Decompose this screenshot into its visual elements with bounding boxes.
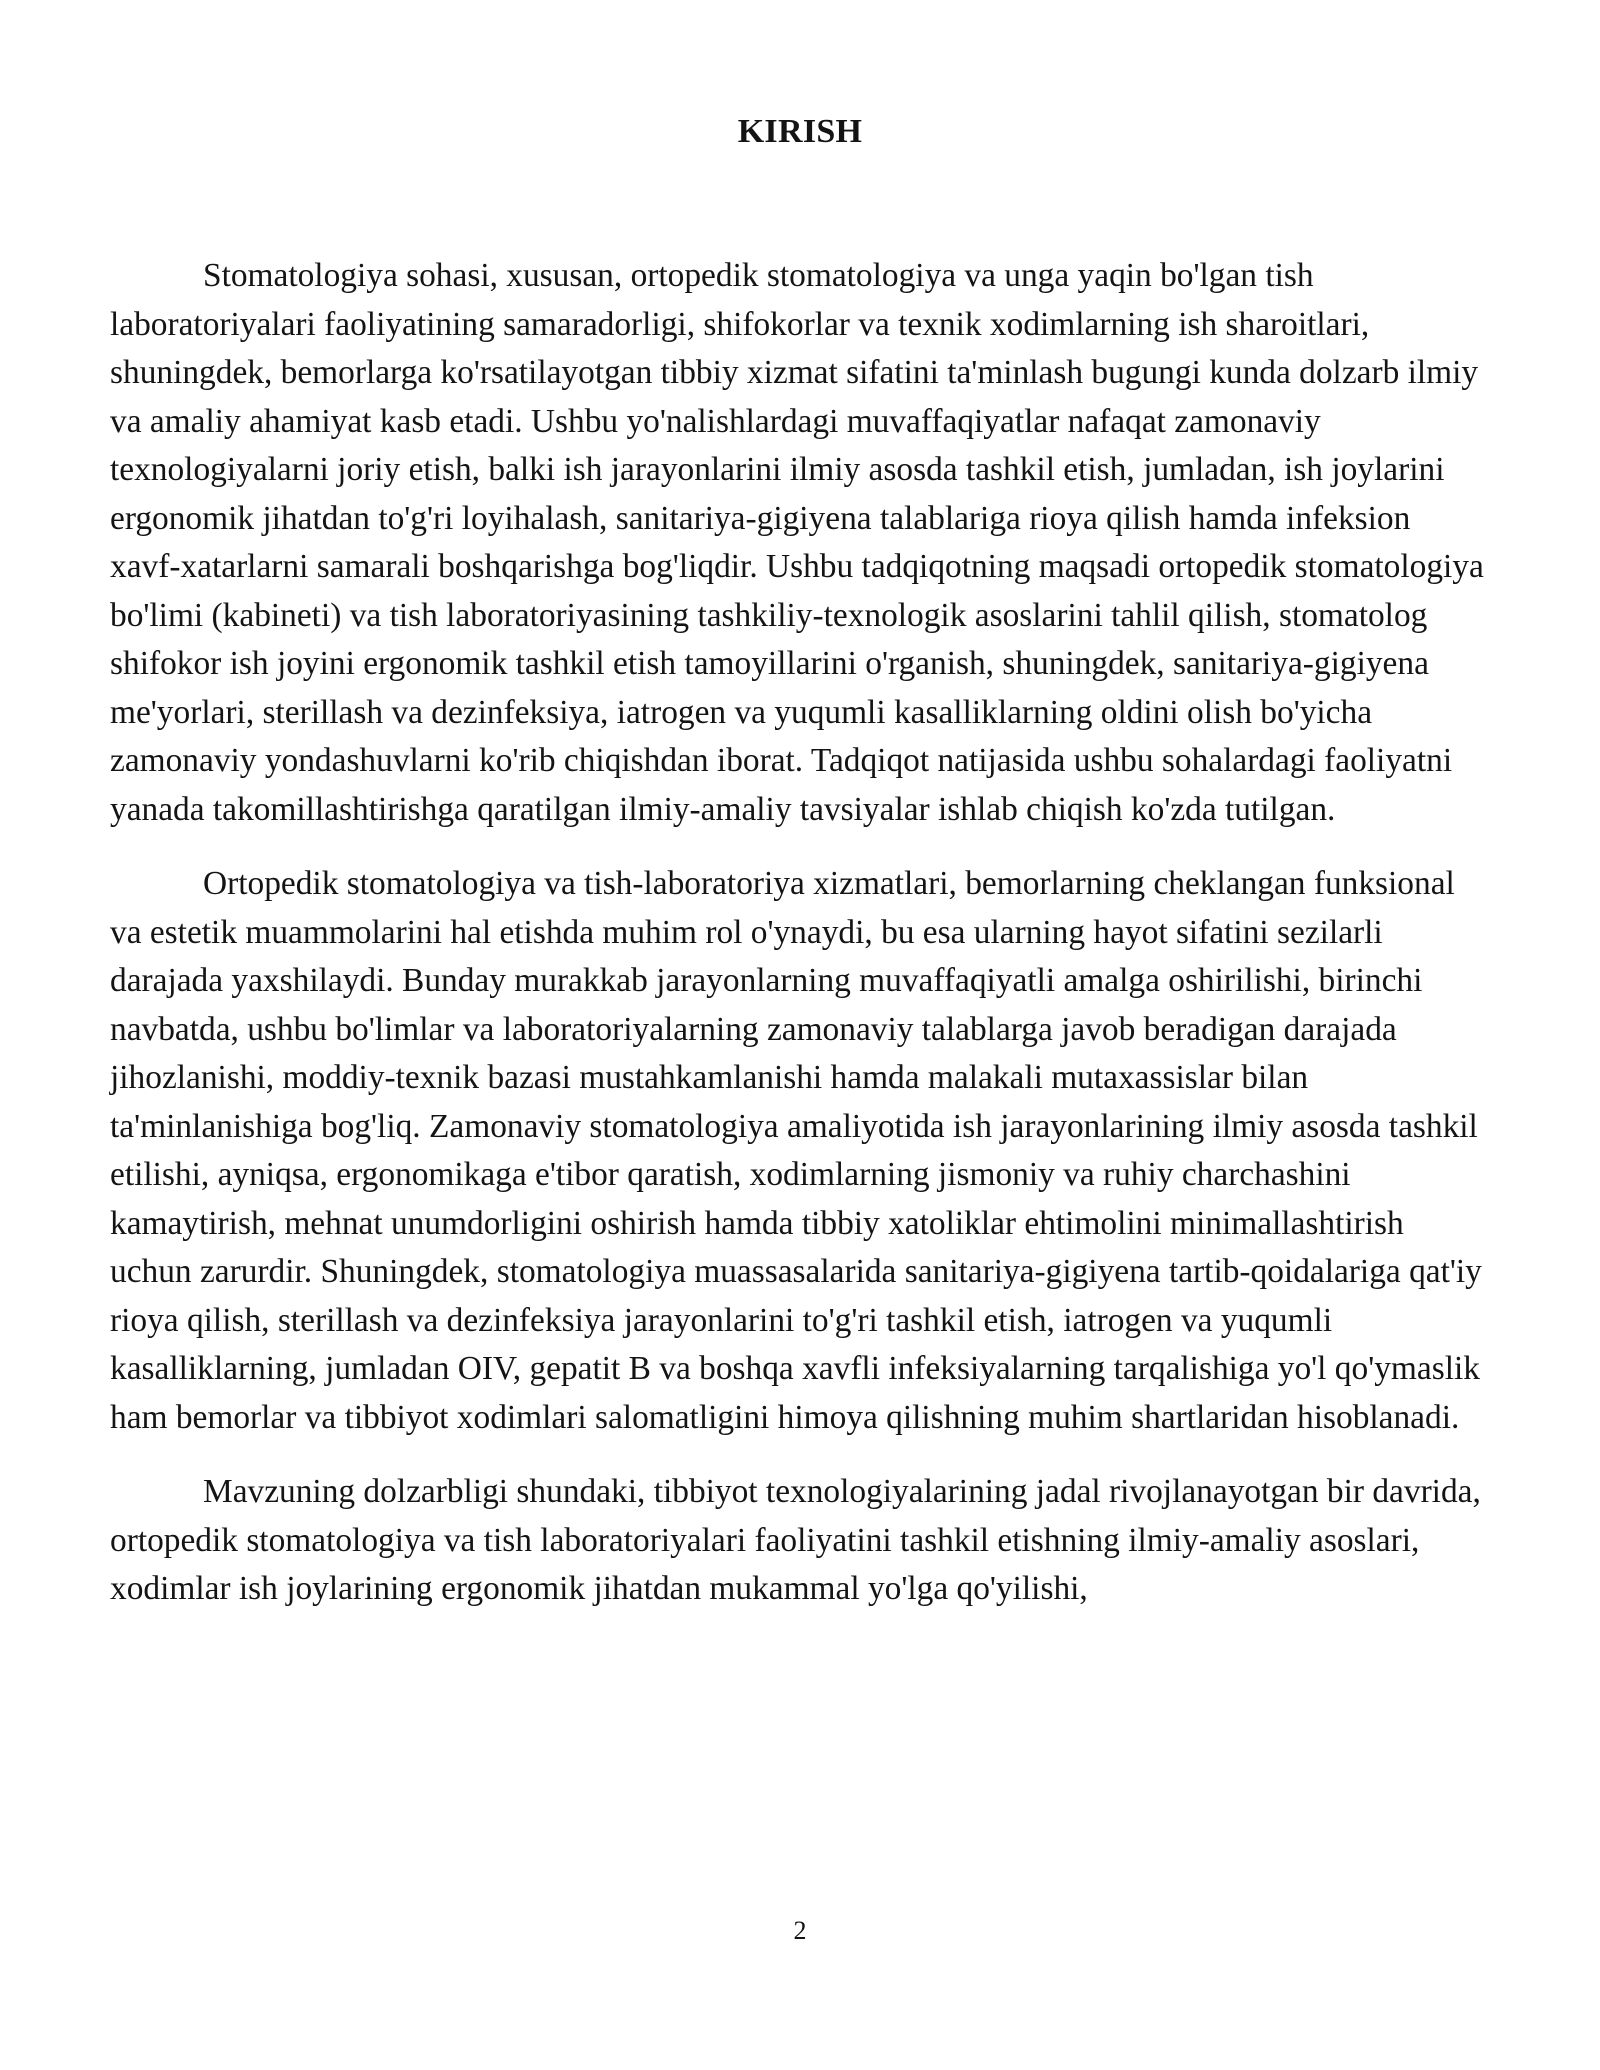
page-number: 2 [793, 1916, 807, 1945]
paragraph-3: Mavzuning dolzarbligi shundaki, tibbiyot texnologiyalarining jadal rivojlanayotgan bir davrida, ortopedik stomatologiya va tish laboratoriyalari faoliyatini tashkil etishning ilmiy-amaliy asoslari, xodimlar ish joylarining ergonomik jihatdan mukammal yo'lga qo'yilishi, [110, 1473, 1481, 1607]
paragraph-2: Ortopedik stomatologiya va tish-laboratoriya xizmatlari, bemorlarning cheklangan funksional va estetik muammolarini hal etishda muhim rol o'ynaydi, bu esa ularning hayot sifatini sezilarli darajada yaxshilaydi. Bunday murakkab jarayonlarning muvaffaqiyatli amalga oshirilishi, birinchi navbatda, ushbu bo'limlar va laboratoriyalarning zamonaviy talablarga javob beradigan darajada jihozlanishi, moddiy-texnik bazasi mustahkamlanishi hamda malakali mutaxassislar bilan ta'minlanishiga bog'liq. Zamonaviy stomatologiya amaliyotida ish jarayonlarining ilmiy asosda tashkil etilishi, ayniqsa, ergonomikaga e'tibor qaratish, xodimlarning jismoniy va ruhiy charchashini kamaytirish, mehnat unumdorligini oshirish hamda tibbiy xatoliklar ehtimolini minimallashtirish uchun zarurdir. Shuningdek, stomatologiya muassasalarida sanitariya-gigiyena tartib-qoidalariga qat'iy rioya qilish, sterillash va dezinfeksiya jarayonlarini to'g'ri tashkil etish, iatrogen va yuqumli kasalliklarning, jumladan OIV, gepatit B va boshqa xavfli infeksiyalarning tarqalishiga yo'l qo'ymaslik ham bemorlar va tibbiyot xodimlari salomatligini himoya qilishning muhim shartlaridan hisoblanadi. [110, 865, 1482, 1436]
paragraph-1: Stomatologiya sohasi, xususan, ortopedik stomatologiya va unga yaqin bo'lgan tish laboratoriyalari faoliyatining samaradorligi, shifokorlar va texnik xodimlarning ish sharoitlari, shuningdek, bemorlarga ko'rsatilayotgan tibbiy xizmat sifatini ta'minlash bugungi kunda dolzarb ilmiy va amaliy ahamiyat kasb etadi. Ushbu yo'nalishlardagi muvaffaqiyatlar nafaqat zamonaviy texnologiyalarni joriy etish, balki ish jarayonlarini ilmiy asosda tashkil etish, jumladan, ish joylarini ergonomik jihatdan to'g'ri loyihalash, sanitariya-gigiyena talablariga rioya qilish hamda infeksion xavf-xatarlarni samarali boshqarishga bog'liqdir. Ushbu tadqiqotning maqsadi ortopedik stomatologiya bo'limi (kabineti) va tish laboratoriyasining tashkiliy-texnologik asoslarini tahlil qilish, stomatolog shifokor ish joyini ergonomik tashkil etish tamoyillarini o'rganish, shuningdek, sanitariya-gigiyena me'yorlari, sterillash va dezinfeksiya, iatrogen va yuqumli kasalliklarning oldini olish bo'yicha zamonaviy yondashuvlarni ko'rib chiqishdan iborat. Tadqiqot natijasida ushbu sohalardagi faoliyatni yanada takomillashtirishga qaratilgan ilmiy-amaliy tavsiyalar ishlab chiqish ko'zda tutilgan. [110, 257, 1484, 828]
section-heading: KIRISH [737, 113, 863, 150]
body-text [110, 252, 1484, 1640]
